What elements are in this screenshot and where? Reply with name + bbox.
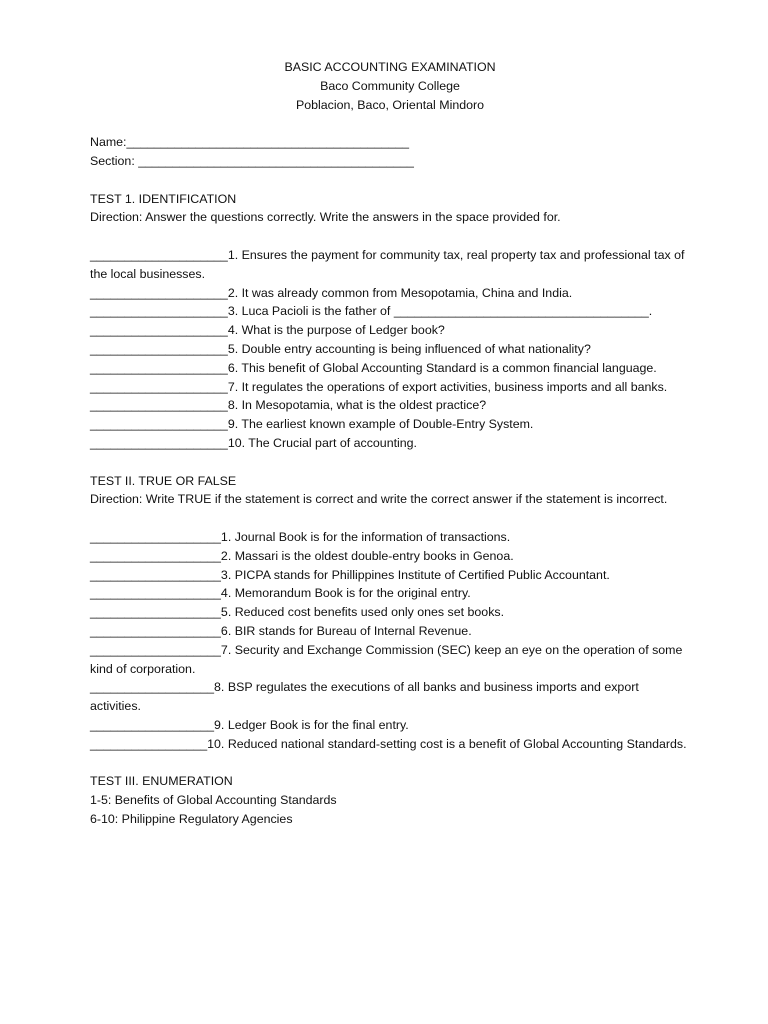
test-2-heading: TEST II. TRUE OR FALSE (90, 473, 237, 488)
test-1-section (90, 190, 690, 453)
test-1-direction: Direction: Answer the questions correctly. Write the answers in the space provided for. (90, 210, 561, 225)
name-field: Name:_________________________________________ (90, 135, 410, 150)
test-2-item: ___________________4. Memorandum Book is for the original entry. (90, 586, 471, 601)
test-3-heading: TEST III. ENUMERATION (90, 774, 233, 789)
test-3-item: 1-5: Benefits of Global Accounting Standards (90, 793, 337, 808)
test-1-item: ____________________5. Double entry accounting is being influenced of what nationality? (90, 341, 591, 356)
test-2-section (90, 472, 690, 754)
test-2-item: __________________9. Ledger Book is for the final entry. (90, 717, 409, 732)
school-address: Poblacion, Baco, Oriental Mindoro (295, 97, 485, 112)
test-2-item: ___________________3. PICPA stands for Phillippines Institute of Certified Public Accountant. (90, 567, 610, 582)
test-1-item: ____________________2. It was already common from Mesopotamia, China and India. (90, 285, 573, 300)
test-1-item: ____________________3. Luca Pacioli is the father of _____________________________________. (90, 304, 653, 319)
test-1-item: ____________________1. Ensures the payment for community tax, real property tax and professional tax of the local businesses. (90, 247, 688, 281)
exam-header (90, 58, 690, 114)
test-2-item: ___________________2. Massari is the oldest double-entry books in Genoa. (90, 548, 514, 563)
test-1-item: ____________________7. It regulates the operations of export activities, business imports and all banks. (90, 379, 668, 394)
test-1-item: ____________________6. This benefit of Global Accounting Standard is a common financial language. (90, 360, 657, 375)
test-1-item: ____________________9. The earliest known example of Double-Entry System. (90, 417, 534, 432)
test-3-section (90, 772, 690, 828)
test-2-item: ___________________5. Reduced cost benefits used only ones set books. (90, 605, 505, 620)
test-1-item: ____________________4. What is the purpose of Ledger book? (90, 323, 445, 338)
section-field: Section: ________________________________________ (90, 153, 414, 168)
test-2-item: ___________________7. Security and Exchange Commission (SEC) keep an eye on the operation of some kind of corporation. (90, 642, 686, 676)
test-3-item: 6-10: Philippine Regulatory Agencies (90, 811, 293, 826)
school-name: Baco Community College (320, 78, 460, 93)
exam-title: BASIC ACCOUNTING EXAMINATION (284, 60, 496, 74)
test-2-item: ___________________6. BIR stands for Bureau of Internal Revenue. (90, 623, 472, 638)
test-2-item: __________________8. BSP regulates the executions of all banks and business imports and export activities. (90, 680, 643, 714)
test-2-direction: Direction: Write TRUE if the statement is correct and write the correct answer if the statement is incorrect. (90, 492, 668, 507)
test-1-item: ____________________10. The Crucial part of accounting. (90, 435, 418, 450)
test-1-heading: TEST 1. IDENTIFICATION (90, 191, 237, 206)
test-1-item: ____________________8. In Mesopotamia, what is the oldest practice? (90, 398, 487, 413)
test-2-item: _________________10. Reduced national standard-setting cost is a benefit of Global Accounting Standards. (90, 736, 687, 751)
test-2-item: ___________________1. Journal Book is for the information of transactions. (90, 529, 511, 544)
